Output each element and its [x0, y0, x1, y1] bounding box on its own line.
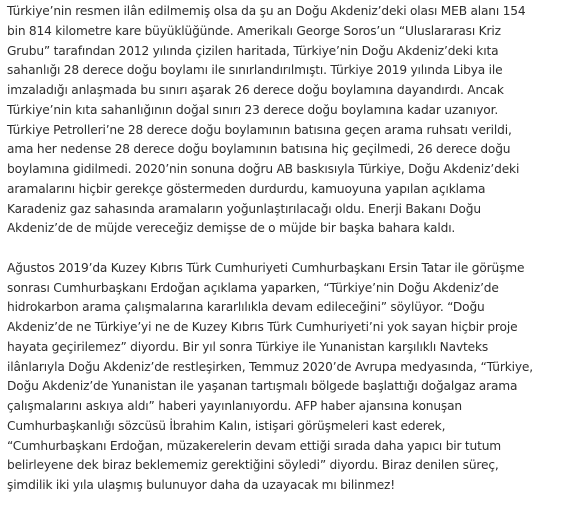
paragraph-line: Doğu Akdeniz’de Yunanistan ile yaşanan tartışmalı bölgede başlattığı doğalgaz arama: [7, 379, 518, 394]
paragraph-line: şimdilik iki yıla ulaşmış bulunuyor daha da uzayacak mı bilinmez!: [7, 478, 396, 492]
paragraph-line: ama her nedense 28 derece doğu boylamının batısına hiç geçilmedi, 26 derece doğu: [7, 142, 511, 157]
paragraph-line: bin 814 kilometre kare büyüklüğünde. Amerikalı George Soros’un “Uluslararası Kriz: [7, 23, 501, 38]
paragraph-line: Türkiye’nin kıta sahanlığının doğal sınırı 23 derece doğu boylamına kadar uzanıyor.: [7, 102, 499, 117]
paragraph-line: Ağustos 2019’da Kuzey Kıbrıs Türk Cumhuriyeti Cumhurbaşkanı Ersin Tatar ile görüşme: [7, 260, 525, 275]
article-body: [7, 2, 573, 496]
paragraph-line: “Cumhurbaşkanı Erdoğan, müzakerelerin devam ettiği sırada daha yapıcı bir tutum: [7, 438, 502, 453]
article-paragraph-1: [7, 2, 573, 239]
paragraph-line: belirleyene dek biraz beklememiz gerektiğini söyledi” diyordu. Biraz denilen süreç,: [7, 458, 499, 473]
paragraph-line: Cumhurbaşkanlığı sözcüsü İbrahim Kalın, istişari görüşmeleri kast ederek,: [7, 418, 446, 433]
paragraph-line: imzaladığı anlaşmada bu sınırı aşarak 26 derece doğu boylamına dayandırdı. Ancak: [7, 83, 504, 97]
paragraph-line: Karadeniz gaz sahasında aramaların yoğunlaştırılacağı oldu. Enerji Bakanı Doğu: [7, 201, 481, 216]
paragraph-line: Grubu” tarafından 2012 yılında çizilen haritada, Türkiye’nin Doğu Akdeniz’deki kıta: [7, 43, 499, 58]
paragraph-line: sonrası Cumhurbaşkanı Erdoğan açıklama yaparken, “Türkiye’nin Doğu Akdeniz’de: [7, 280, 499, 295]
paragraph-line: hidrokarbon arama çalışmalarına kararlılıkla devam edileceğini” söylüyor. “Doğu: [7, 300, 485, 315]
paragraph-line: hayata geçirilemez” diyordu. Bir yıl sonra Türkiye ile Yunanistan karşılıklı Navteks: [7, 339, 489, 354]
paragraph-line: Akdeniz’de ne Türkiye’yi ne de Kuzey Kıbrıs Türk Cumhuriyeti’ni yok sayan hiçbir proje: [7, 320, 518, 334]
paragraph-line: sahanlığı 28 derece doğu boylamı ile sınırlandırılmıştı. Türkiye 2019 yılında Libya ile: [7, 63, 503, 78]
paragraph-line: ilânlarıyla Doğu Akdeniz’de restleşirken, Temmuz 2020’de Avrupa medyasında, “Türkiye,: [7, 359, 534, 374]
article-paragraph-2: [7, 259, 573, 496]
paragraph-line: Türkiye Petrolleri’ne 28 derece doğu boylamının batısına geçen arama ruhsatı verildi,: [7, 122, 512, 137]
paragraph-line: Türkiye’nin resmen ilân edilmemiş olsa da şu an Doğu Akdeniz’deki olası MEB alanı 154: [7, 4, 526, 18]
paragraph-line: Akdeniz’de de müjde vereceğiz demişse de o müjde bir başka bahara kaldı.: [7, 221, 456, 236]
paragraph-line: aramalarını hiçbir gerekçe göstermeden durdurdu, kamuoyuna yapılan açıklama: [7, 181, 486, 196]
paragraph-line: boylamına gidilmedi. 2020’nin sonuna doğru AB baskısıyla Türkiye, Doğu Akdeniz’deki: [7, 162, 520, 176]
paragraph-line: çalışmalarını askıya aldı” haberi yayınlanıyordu. AFP haber ajansına konuşan: [7, 399, 462, 413]
